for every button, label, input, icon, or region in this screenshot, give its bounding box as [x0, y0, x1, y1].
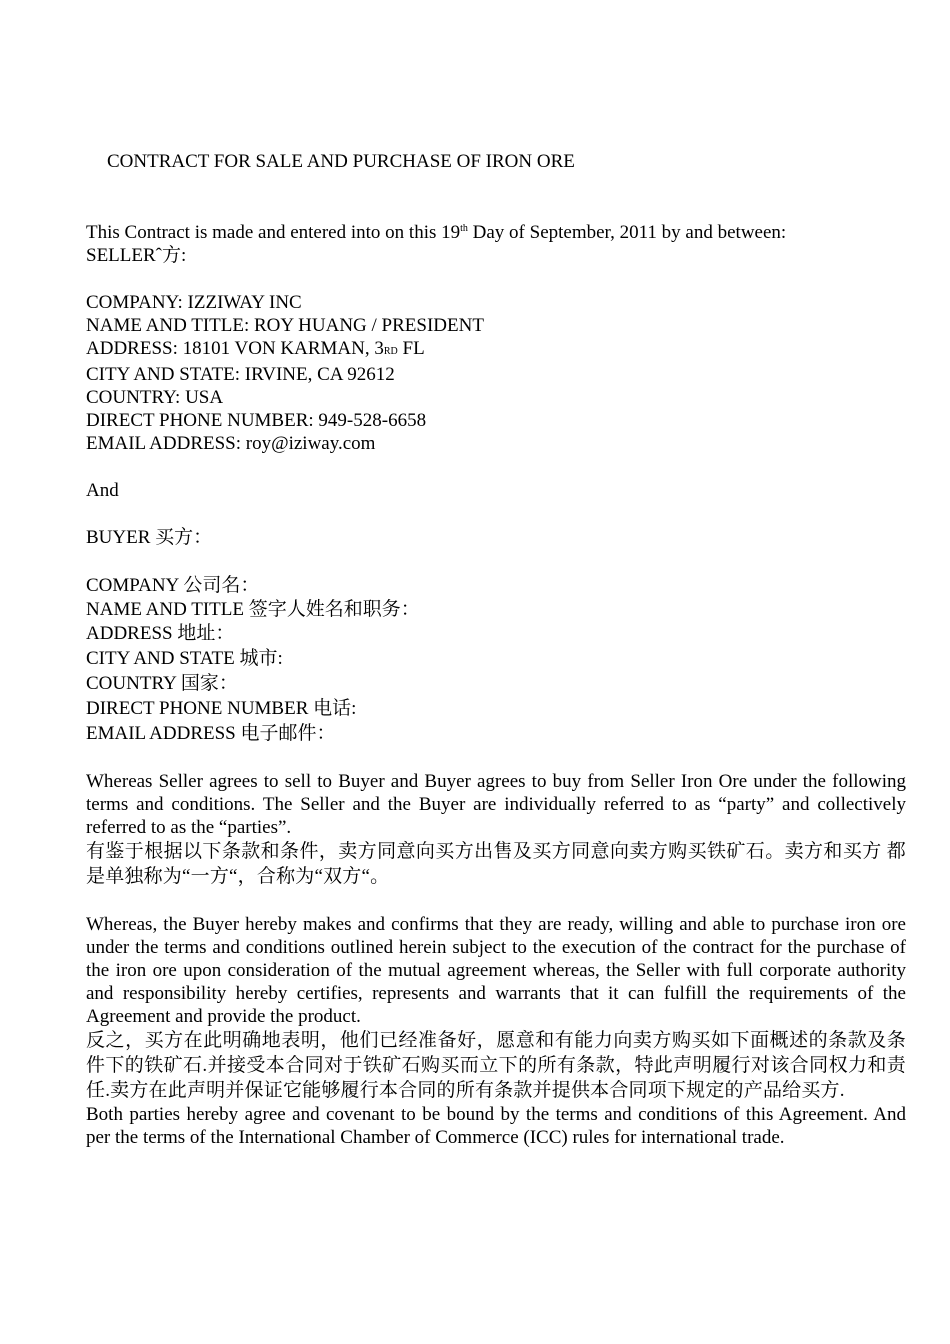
spacer: [86, 502, 906, 526]
intro-line: [86, 221, 906, 244]
spacer: [86, 267, 906, 291]
buyer-label: BUYER 买方：: [86, 527, 213, 548]
seller-city-state: CITY AND STATE: IRVINE, CA 92612: [86, 364, 395, 385]
seller-address-text: ADDRESS: 18101 VON KARMAN, 3: [86, 338, 384, 359]
seller-email: EMAIL ADDRESS: roy@iziway.com: [86, 433, 376, 454]
contract-title: CONTRACT FOR SALE AND PURCHASE OF IRON ORE: [107, 151, 575, 172]
seller-name-title: NAME AND TITLE: ROY HUANG / PRESIDENT: [86, 315, 484, 336]
buyer-city-state: CITY AND STATE 城市:: [86, 648, 283, 669]
buyer-address: ADDRESS 地址：: [86, 623, 235, 644]
buyer-company: COMPANY 公司名：: [86, 575, 260, 596]
spacer: [86, 455, 906, 479]
whereas-paragraph-1-cn: 有鉴于根据以下条款和条件，卖方同意向买方出售及买方同意向卖方购买铁矿石。卖方和买方 都是单独称为“一方“，合称为“双方“。: [86, 841, 906, 887]
whereas-paragraph-2-cn: 反之，买方在此明确地表明，他们已经准备好，愿意和有能力向卖方购买如下面概述的条款及条件下的铁矿石.并接受本合同对于铁矿石购买而立下的所有条款，特此声明履行对该合同权力和责任.卖方在此声明并保证它能够履行本合同的所有条款并提供本合同项下规定的产品给买方.: [86, 1030, 906, 1101]
intro-text: This Contract is made and entered into on this 19: [86, 222, 461, 243]
seller-country: COUNTRY: USA: [86, 387, 224, 408]
both-parties-paragraph: Both parties hereby agree and covenant to be bound by the terms and conditions of this Agreement. And per the terms of the International Chamber of Commerce (ICC) rules for international trade.: [86, 1104, 906, 1148]
document-body: [86, 221, 906, 1149]
whereas-paragraph-2-en: Whereas, the Buyer hereby makes and confirms that they are ready, willing and able to purchase iron ore under the terms and conditions outlined herein subject to the execution of the contract for the purchase of the iron ore upon consideration of the mutual agreement whereas, the Seller with full corporate authority and responsibility hereby certifies, represents and warrants that it can fulfill the requirements of the Agreement and provide the product.: [86, 914, 906, 1027]
buyer-country: COUNTRY 国家：: [86, 673, 238, 694]
buyer-email: EMAIL ADDRESS 电子邮件：: [86, 723, 336, 744]
spacer: [86, 746, 906, 770]
buyer-phone: DIRECT PHONE NUMBER 电话:: [86, 698, 357, 719]
whereas-paragraph-1-en: Whereas Seller agrees to sell to Buyer and Buyer agrees to buy from Seller Iron Ore under the following terms and conditions. The Seller and the Buyer are individually referred to as “party” and collectively referred to as the “parties”.: [86, 771, 906, 838]
and-text: And: [86, 480, 119, 501]
seller-address-suffix: RD: [383, 346, 398, 357]
spacer: [86, 549, 906, 573]
seller-address-end: FL: [397, 338, 425, 359]
seller-address: [86, 337, 906, 363]
seller-company: COMPANY: IZZIWAY INC: [86, 292, 302, 313]
seller-label: SELLERˆ方:: [86, 245, 187, 266]
seller-phone: DIRECT PHONE NUMBER: 949-528-6658: [86, 410, 427, 431]
buyer-name-title: NAME AND TITLE 签字人姓名和职务：: [86, 599, 420, 620]
spacer: [86, 889, 906, 913]
intro-superscript: th: [460, 223, 468, 234]
intro-text-end: Day of September, 2011 by and between:: [467, 222, 787, 243]
